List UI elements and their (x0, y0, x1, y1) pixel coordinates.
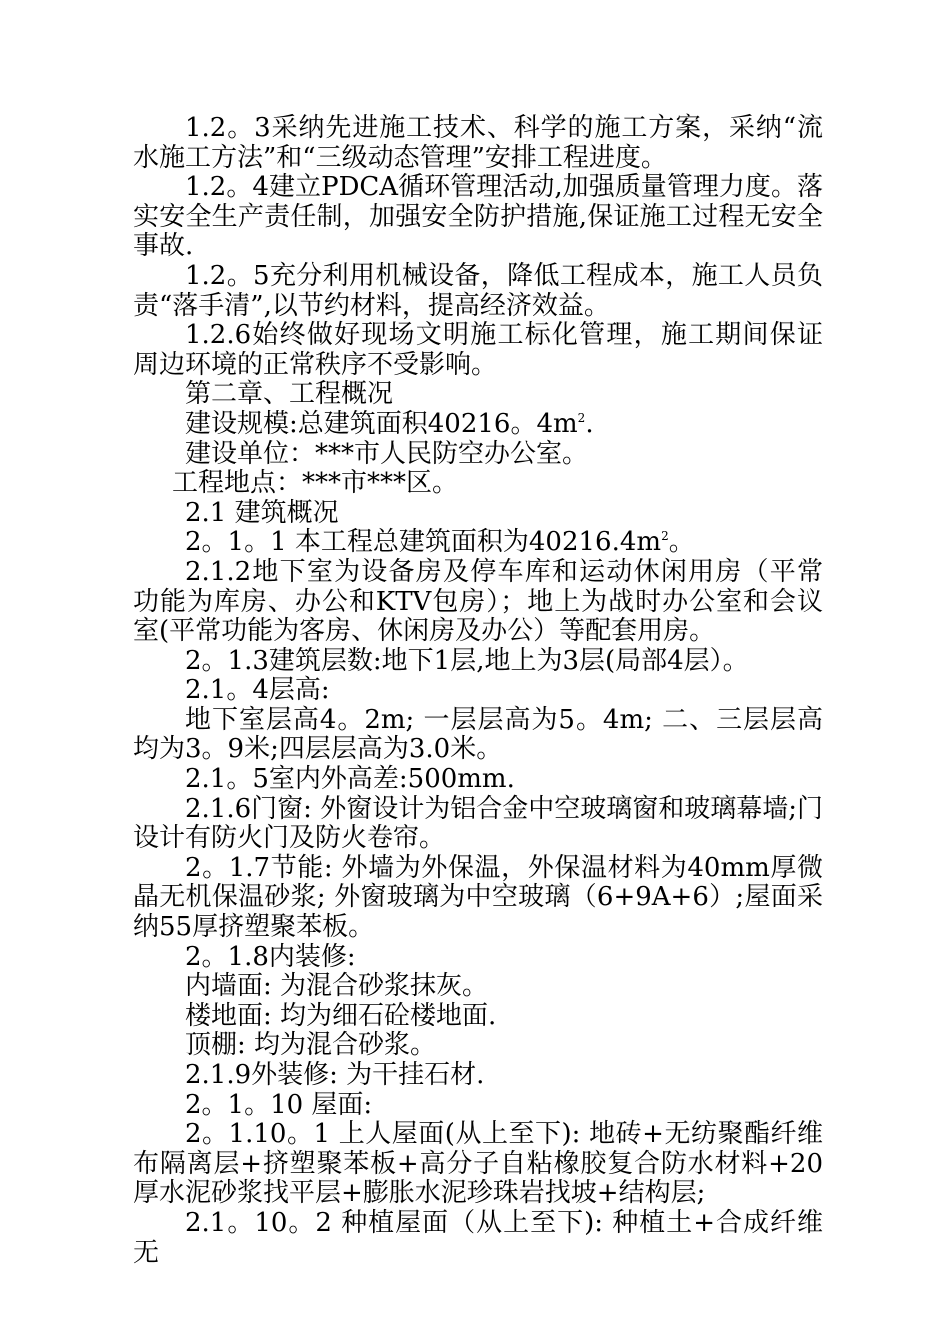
build-unit: 建设单位：***市人民防空办公室。 (185, 438, 589, 469)
paragraph-1-2-3: 1.2。3采纳先进施工技术、科学的施工方案，采纳“流水施工方法”和“三级动态管理”安排工程进度。 (133, 113, 823, 173)
section-2-1-10-1: 2。1.10。1 上人屋面(从上至下): 地砖+无纺聚酯纤维布隔离层+挤塑聚苯板+高分子自粘橡胶复合防水材料+20厚水泥砂浆找平层+膨胀水泥珍珠岩找坡+结构层; (133, 1119, 823, 1209)
section-2-1-3: 2。1.3建筑层数:地下1层,地上为3层(局部4层）。 (185, 645, 749, 676)
floor: 楼地面: 均为细石砼楼地面. (185, 1000, 497, 1031)
section-2-1-1-tail: 。 (668, 527, 695, 558)
chapter-2-title: 第二章、工程概况 (185, 379, 394, 410)
project-location: 工程地点：***市***区。 (172, 468, 459, 499)
ceiling: 顶棚: 均为混合砂浆。 (185, 1030, 437, 1061)
paragraph-1-2-5: 1.2。5充分利用机械设备，降低工程成本，施工人员负责“落手清”,以节约材料，提高经济效益。 (133, 260, 823, 321)
build-scale (133, 410, 823, 440)
document-page (133, 114, 823, 1268)
build-scale-sup: 2 (577, 410, 586, 425)
section-2-1-10-2: 2.1。10。2 种植屋面（从上至下): 种植土+合成纤维无 (133, 1207, 823, 1268)
section-2-1-10: 2。1。10 屋面: (185, 1089, 373, 1120)
section-2-1: 2.1 建筑概况 (185, 497, 339, 528)
paragraph-1-2-6: 1.2.6始终做好现场文明施工标化管理，施工期间保证周边环境的正常秩序不受影响。 (133, 320, 823, 380)
inner-wall: 内墙面: 为混合砂浆抹灰。 (185, 971, 489, 1002)
section-2-1-4-detail: 地下室层高4。2m; 一层层高为5。4m; 二、三层层高均为3。9米;四层层高为3.0米。 (133, 704, 823, 765)
section-2-1-4: 2.1。4层高: (185, 675, 330, 706)
section-2-1-7: 2。1.7节能: 外墙为外保温，外保温材料为40mm厚微晶无机保温砂浆; 外窗玻璃为中空玻璃（6+9A+6）;屋面采纳55厚挤塑聚苯板。 (133, 852, 823, 943)
section-2-1-1-text: 2。1。1 本工程总建筑面积为40216.4m (185, 527, 662, 558)
section-2-1-1-sup: 2 (661, 529, 669, 544)
section-2-1-6: 2.1.6门窗: 外窗设计为铝合金中空玻璃窗和玻璃幕墙;门设计有防火门及防火卷帘。 (133, 793, 823, 854)
paragraph-1-2-4: 1.2。4建立PDCA循环管理活动,加强质量管理力度。落实安全生产责任制，加强安全防护措施,保证施工过程无安全事故. (133, 172, 823, 262)
section-2-1-8: 2。1.8内装修: (185, 941, 356, 972)
build-scale-text: 建设规模:总建筑面积40216。4m (185, 408, 578, 439)
section-2-1-9: 2.1.9外装修: 为干挂石材. (185, 1060, 485, 1090)
build-scale-tail: . (585, 408, 594, 439)
section-2-1-2: 2.1.2地下室为设备房及停车库和运动休闲用房（平常功能为库房、办公和KTV包房）；地上为战时办公室和会议室(平常功能为客房、休闲房及办公）等配套用房。 (133, 556, 823, 647)
section-2-1-1 (133, 528, 823, 558)
section-2-1-5: 2.1。5室内外高差:500mm. (185, 764, 515, 795)
